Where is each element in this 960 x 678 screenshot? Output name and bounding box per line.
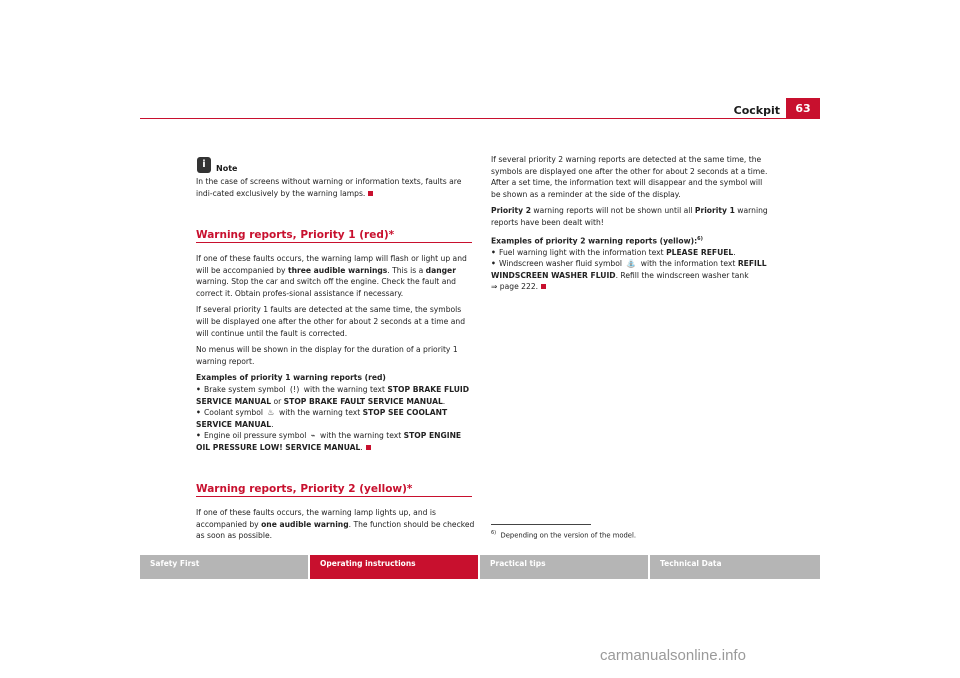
nav-tab-technical-data[interactable]: Technical Data: [650, 555, 820, 579]
examples-heading: Examples of priority 1 warning reports (red): [196, 373, 386, 383]
end-marker: [366, 445, 371, 450]
section2-paragraph: If one of these faults occurs, the warning lamp lights up, and is accompanied by one audible warning. The function should be checked as soon as possible.: [196, 508, 475, 541]
nav-tab-safety-first[interactable]: Safety First: [140, 555, 308, 579]
section2-body: [196, 507, 476, 547]
list-item: • Brake system symbol (!) with the warning text STOP BRAKE FLUID SERVICE MANUAL or STOP BRAKE FAULT SERVICE MANUAL.: [196, 384, 469, 406]
section1-body: [196, 253, 472, 454]
list-item: • Engine oil pressure symbol ⌁ with the warning text STOP ENGINE OIL PRESSURE LOW! SERVICE MANUAL.: [196, 431, 462, 452]
note-text: In the case of screens without warning or information texts, faults are indi-cated exclusively by the warning lamps.: [196, 177, 462, 198]
footnote: $^{6)}$ Depending on the version of the model.: [491, 530, 637, 540]
note-icon: i: [197, 157, 211, 173]
section-divider: [196, 496, 472, 497]
section-title-priority2: Warning reports, Priority 2 (yellow)*: [196, 483, 413, 495]
coolant-icon: ♨: [267, 408, 275, 418]
section1-paragraph: If one of these faults occurs, the warning lamp will flash or light up and will be accompanied by three audible warnings. This is a danger warning. Stop the car and switch off the engine. Check the fault and correct it. Obtain profes-sional assistance if necessary.: [196, 254, 467, 298]
right-paragraph: Priority 2 warning reports will not be shown until all Priority 1 warning reports have been dealt with!: [491, 206, 768, 227]
section1-paragraph: If several priority 1 faults are detected at the same time, the symbols will be displayed one after the other for about 2 seconds at a time and will continue until the fault is corrected.: [196, 305, 466, 338]
section-title-priority1: Warning reports, Priority 1 (red)*: [196, 229, 395, 241]
watermark: carmanualsonline.info: [600, 647, 746, 664]
page-reference-link[interactable]: ⇒ page 222.: [491, 282, 539, 292]
nav-tab-practical-tips[interactable]: Practical tips: [480, 555, 648, 579]
oil-can-icon: ⌁: [310, 431, 316, 441]
list-item: • Coolant symbol ♨ with the warning text STOP SEE COOLANT SERVICE MANUAL.: [196, 408, 448, 429]
end-marker: [541, 284, 546, 289]
note-body: [196, 176, 472, 204]
end-marker: [368, 191, 373, 196]
nav-tab-operating-instructions[interactable]: Operating instructions: [310, 555, 478, 579]
list-item: • Fuel warning light with the information text PLEASE REFUEL.: [491, 247, 736, 257]
note-label: Note: [216, 164, 238, 173]
washer-fluid-icon: ⛲: [626, 259, 637, 269]
section1-paragraph: No menus will be shown in the display for the duration of a priority 1 warning report.: [196, 345, 458, 366]
list-item: • Windscreen washer fluid symbol ⛲ with the information text REFILL WINDSCREEN WASHER FLUID. Refill the windscreen washer tank ⇒ page 222.: [491, 259, 767, 292]
page-header-title: Cockpit: [733, 104, 780, 117]
right-column: [491, 154, 771, 293]
page-number: 63: [786, 98, 820, 119]
right-paragraph: If several priority 2 warning reports are detected at the same time, the symbols are displayed one after the other for about 2 seconds at a time. After a set time, the information text will disappear and the symbol will be shown as a reminder at the side of the display.: [491, 155, 768, 199]
examples-heading: Examples of priority 2 warning reports (yellow):$^{6)}$: [491, 235, 703, 246]
brake-icon: (!): [289, 384, 300, 394]
footnote-divider: [491, 524, 591, 525]
section-divider: [196, 242, 472, 243]
header-divider: [140, 118, 820, 119]
